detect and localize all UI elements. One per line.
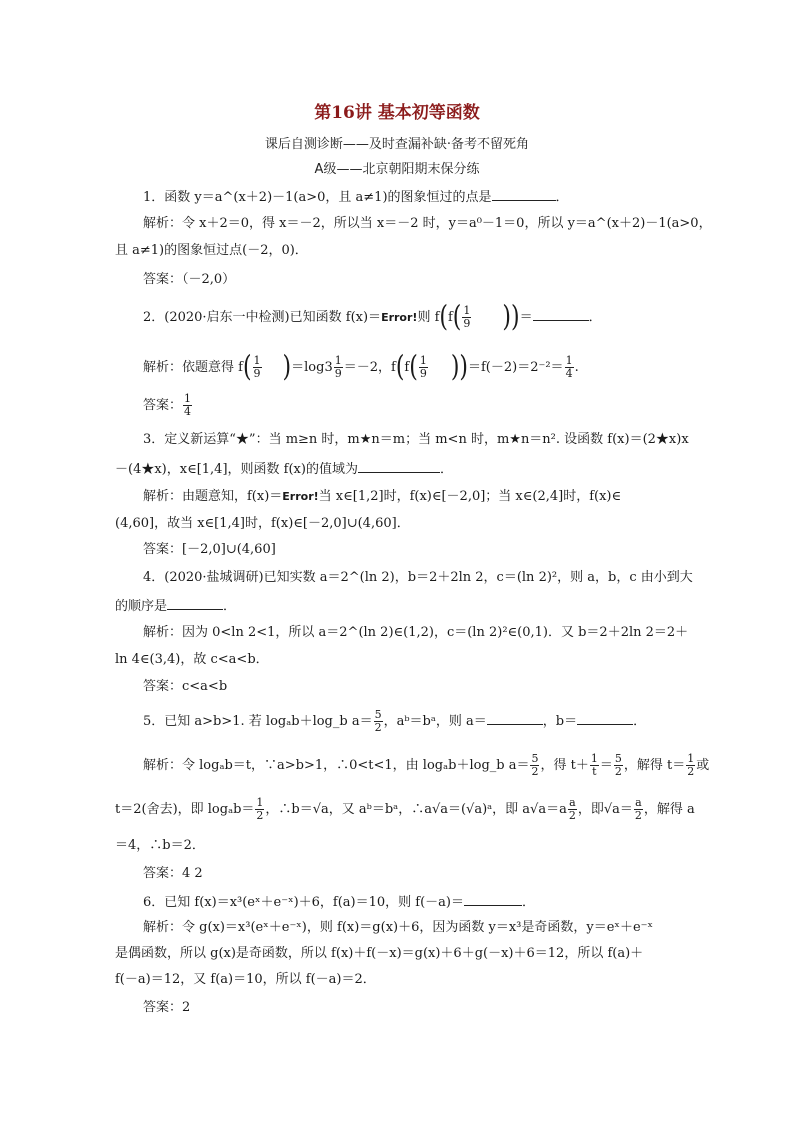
q3-solution-line-1: 解析：由题意知，f(x)＝Error!当 x∈[1,2]时，f(x)∈[－2,0]；当 x∈(2,4]时，f(x)∈ (143, 489, 622, 504)
q6-answer: 答案：2 (143, 1000, 191, 1015)
page-title: 第16讲 基本初等函数 (314, 103, 480, 123)
q2-answer: 答案： $\frac{1}{4}$ (143, 392, 192, 418)
q3-solution-line-2: (4,60]，故当 x∈[1,4]时，f(x)∈[－2,0]∪(4,60]． (115, 516, 410, 531)
question-3-line-2: －(4★x)，x∈[1,4]，则函数 f(x)的值域为 ． (115, 462, 453, 477)
q1-solution-line-1: 解析：令 x＋2＝0，得 x＝－2，所以当 x＝－2 时，y＝a⁰－1＝0，所以 y＝a^(x＋2)－1(a>0， (143, 216, 712, 231)
q5-solution-line-2: t＝2(舍去)，即 logₐb＝ $\frac{1}{2}$ ，∴b＝√a，又 aᵇ＝bᵃ，∴a√a＝(√a)ᵃ，即 a√a＝a $\frac{a}{2}$ ，即√a＝ $\frac{a}{2}$ ，解得 a (115, 796, 695, 822)
question-6: 6．已知 f(x)＝x³(eˣ＋e⁻ˣ)＋6，f(a)＝10，则 f(－a)＝ ． (143, 895, 536, 910)
q1-solution-line-2: 且 a≠1)的图象恒过点(－2，0)． (115, 243, 308, 258)
q5-solution-line-3: ＝4，∴b＝2． (115, 838, 205, 853)
question-1: 1．函数 y＝a^(x＋2)－1(a>0，且 a≠1)的图象恒过的点是 ． (143, 190, 569, 205)
page-subtitle: 课后自测诊断——及时查漏补缺·备考不留死角 (264, 137, 530, 152)
q5-answer: 答案：4 2 (143, 866, 203, 881)
q3-answer: 答案：[－2,0]∪(4,60] (143, 542, 276, 557)
answer-blank (492, 188, 556, 201)
q4-solution-line-1: 解析：因为 0<ln 2<1，所以 a＝2^(ln 2)∈(1,2)，c＝(ln 2)²∈(0,1)．又 b＝2＋2ln 2＝2＋ (143, 625, 689, 640)
q4-answer: 答案：c<a<b (143, 679, 228, 694)
q4-solution-line-2: ln 4∈(3,4)，故 c<a<b． (115, 652, 269, 667)
answer-blank (533, 308, 589, 321)
answer-blank-b (577, 712, 633, 725)
q5-solution-line-1: 解析：令 logₐb＝t，∵a>b>1，∴0<t<1，由 logₐb＋log_b a＝ $\frac{5}{2}$ ，得 t＋ $\frac{1}{t}$ ＝ $\frac{5}{2}$ ，解得 t＝ $\frac{1}{2}$ 或 (143, 752, 710, 778)
fraction-one-ninth: $\frac{1}{9}$ (463, 304, 471, 330)
answer-blank-a (487, 712, 543, 725)
answer-blank (167, 597, 223, 610)
question-5: 5．已知 a>b>1. 若 logₐb＋log_b a＝ $\frac{5}{2}$ ，aᵇ＝bᵃ，则 a＝ ，b＝ ． (143, 708, 647, 734)
q6-solution-line-1: 解析：令 g(x)＝x³(eˣ＋e⁻ˣ)，则 f(x)＝g(x)＋6，因为函数 y＝x³是奇函数，y＝eˣ＋e⁻ˣ (143, 920, 654, 935)
q6-solution-line-3: f(－a)＝12，又 f(a)＝10，所以 f(－a)＝2． (115, 972, 376, 987)
question-3-line-1: 3．定义新运算“★”：当 m≥n 时，m★n＝m；当 m<n 时，m★n＝n². 设函数 f(x)＝(2★x)x (143, 432, 689, 447)
question-4-line-1: 4．(2020·盐城调研)已知实数 a＝2^(ln 2)，b＝2＋2ln 2，c＝(ln 2)²，则 a，b，c 由小到大 (143, 570, 693, 585)
q2-solution: 解析：依题意得 f( $\frac{1}{9}$ )＝log3 $\frac{1}{9}$ ＝－2，f(f( $\frac{1}{9}$ ))＝f(－2)＝2⁻²＝ $\frac{1}{4}$ . (143, 350, 579, 384)
question-4-line-2: 的顺序是 ． (115, 599, 237, 614)
answer-blank (464, 893, 522, 906)
q1-answer: 答案：（－2,0） (143, 272, 236, 287)
level-heading: A级——北京朝阳期末保分练 (314, 162, 480, 177)
question-2: 2．(2020·启东一中检测)已知函数 f(x)＝Error!则 f(f( $\frac{1}{9}$ ))＝ ． (143, 300, 602, 334)
answer-blank (358, 460, 440, 473)
q6-solution-line-2: 是偶函数，所以 g(x)是奇函数，所以 f(x)＋f(－x)＝g(x)＋6＋g(－x)＋6＝12，所以 f(a)＋ (115, 946, 644, 961)
